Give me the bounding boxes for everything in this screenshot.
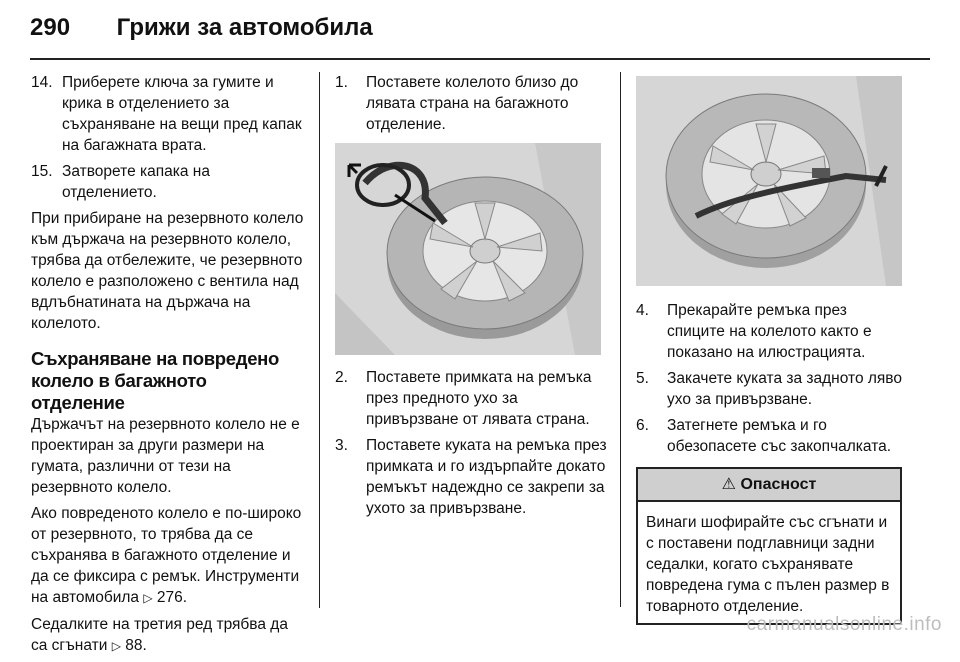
step-text: Поставете колелото близо до лявата страна на багажното отделение. <box>366 74 579 133</box>
page-title: Грижи за автомобила <box>116 14 373 41</box>
column-middle <box>335 72 607 524</box>
warning-triangle-icon: ⚠ <box>721 476 736 493</box>
step-text: Затегнете ремъка и го обезопасете със закопчалката. <box>667 417 892 455</box>
step-text: Поставете примката на ремъка през предното ухо за привързване от лявата страна. <box>366 369 592 428</box>
step-number: 15. <box>31 163 53 180</box>
warning-text: Винаги шофирайте със сгънати и с поставени подглавници задни седалки, когато съхранявате повредена гума с пълен размер в товарното отделение. <box>646 514 890 615</box>
step-item <box>31 161 304 203</box>
column-left <box>31 72 304 662</box>
page-reference[interactable]: 88. <box>125 637 147 654</box>
column-right <box>636 72 902 625</box>
page-header <box>30 14 373 42</box>
step-number: 5. <box>636 370 649 387</box>
warning-title: Опасност <box>740 476 817 493</box>
warning-box <box>636 467 902 625</box>
step-text: Закачете куката за задното ляво ухо за привързване. <box>667 370 902 408</box>
step-item <box>335 72 607 135</box>
step-number: 14. <box>31 74 53 91</box>
step-item <box>335 435 607 519</box>
paragraph: Държачът на резервното колело не е проектиран за други размери на гумата, различни от тези на резервното колело. <box>31 416 300 496</box>
step-number: 4. <box>636 302 649 319</box>
warning-header <box>638 469 900 502</box>
step-text: Затворете капака на отделението. <box>62 163 210 201</box>
header-rule <box>30 58 930 60</box>
figure-wheel-strap-front <box>335 143 601 355</box>
step-item <box>636 368 902 410</box>
section-heading: Съхраняване на повредено колело в багажното отделение <box>31 348 280 413</box>
step-item <box>636 300 902 363</box>
step-number: 6. <box>636 417 649 434</box>
paragraph: При прибиране на резервното колело към държача на резервното колело, трябва да отбележите, че резервното колело е разположено с вентила над вдлъбнатината на държача на колелото. <box>31 210 304 332</box>
figure-wheel-strap-spokes <box>636 76 902 286</box>
reference-arrow-icon: ▷ <box>143 591 153 605</box>
step-text: Прекарайте ремъка през спиците на колелото както е показано на илюстрацията. <box>667 302 872 361</box>
paragraph: Седалките на третия ред трябва да са сгънати ▷ 88. <box>31 616 288 654</box>
page-reference[interactable]: 276. <box>156 589 188 606</box>
step-number: 3. <box>335 437 348 454</box>
step-text: Приберете ключа за гумите и крика в отделението за съхраняване на вещи пред капак на багажната врата. <box>62 74 302 154</box>
step-number: 1. <box>335 74 348 91</box>
step-item <box>335 367 607 430</box>
reference-arrow-icon: ▷ <box>111 639 121 653</box>
page-number: 290 <box>30 14 71 41</box>
column-divider <box>319 72 320 608</box>
column-divider <box>620 72 621 607</box>
paragraph: Ако повреденото колело е по-широко от резервното, то трябва да се съхранява в багажното отделение и да се фиксира с ремък. Инструменти на автомобила ▷ 276. <box>31 505 302 606</box>
step-text: Поставете куката на ремъка през примката и го издърпайте докато ремъкът надеждно се закрепи за ухото за привързване. <box>366 437 607 517</box>
step-number: 2. <box>335 369 348 386</box>
step-item <box>31 72 304 156</box>
watermark: carmanualsonline.info <box>746 614 942 635</box>
step-item <box>636 415 902 457</box>
